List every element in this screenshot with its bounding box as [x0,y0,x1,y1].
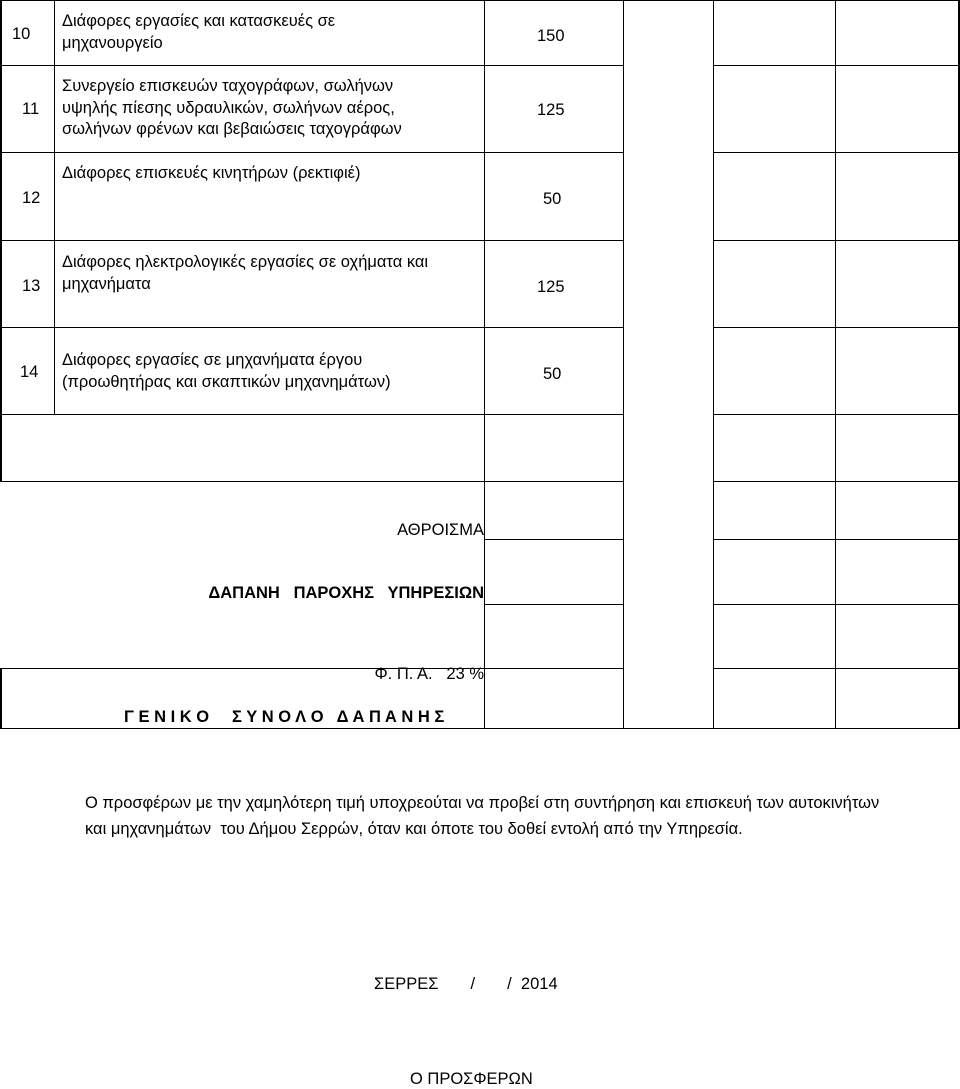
row-amount: 50 [543,365,562,383]
row-description: Διάφορες επισκευές κινητήρων (ρεκτιφιέ) [62,164,361,182]
row-number: 11 [22,100,40,118]
service-cost-label: ΔΑΠΑΝΗ ΠΑΡΟΧΗΣ ΥΠΗΡΕΣΙΩΝ [208,584,484,602]
row-description: Διάφορες εργασίες και κατασκευές σε μηχανουργείο [62,12,336,52]
row-number: 10 [12,25,31,43]
vat-row [365,646,484,684]
row-amount: 150 [537,27,565,45]
place-date: ΣΕΡΡΕΣ / / 2014 [374,975,558,993]
row-description: Διάφορες ηλεκτρολογικές εργασίες σε οχήματα και μηχανήματα [62,253,429,293]
row-number: 13 [22,277,41,295]
row-amount: 50 [543,190,562,208]
vat-label: Φ. Π. Α. [374,665,433,683]
grand-total-label: Γ Ε Ν Ι Κ Ο Σ Υ Ν Ο Λ Ο Δ Α Π Α Ν Η Σ [124,708,445,726]
row-number: 14 [20,363,39,381]
vat-rate: 23 % [446,665,484,683]
sum-label: ΑΘΡΟΙΣΜΑ [397,521,484,539]
note-paragraph: Ο προσφέρων με την χαμηλότερη τιμή υποχρεούται να προβεί στη συντήρηση και επισκευή των αυτοκινήτων και μηχανημάτων του Δήμου Σερρών, όταν και όποτε του δοθεί εντολή από την Υπηρεσία. [85,794,884,838]
row-amount: 125 [537,101,565,119]
row-number: 12 [22,189,41,207]
row-description: Διάφορες εργασίες σε μηχανήματα έργου (προωθητήρας και σκαπτικών μηχανημάτων) [62,351,391,391]
signatory: Ο ΠΡΟΣΦΕΡΩΝ [410,1070,533,1088]
row-description: Συνεργείο επισκευών ταχογράφων, σωλήνων υψηλής πίεσης υδραυλικών, σωλήνων αέρος, σωλήνων φρένων και βεβαιώσεις ταχογράφων [62,77,402,138]
row-amount: 125 [537,278,565,296]
